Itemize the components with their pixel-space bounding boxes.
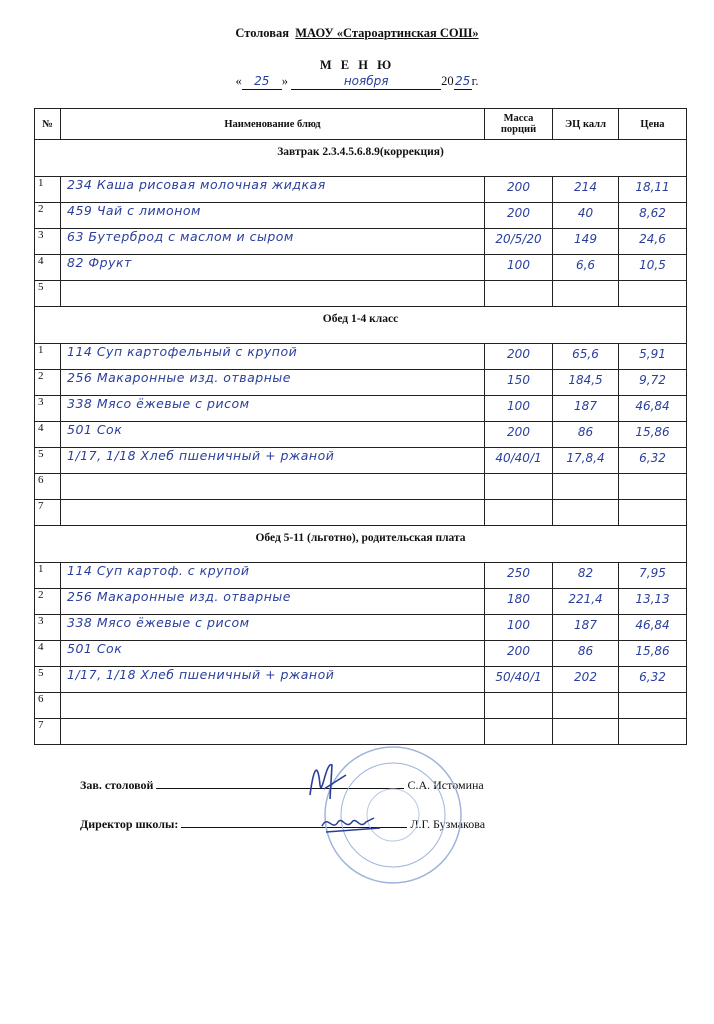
dish-name-text: 501 Сок xyxy=(67,641,123,656)
organization-name: МАОУ «Староартинская СОШ» xyxy=(295,26,479,40)
dish-name xyxy=(61,255,485,281)
head-signature xyxy=(300,755,360,805)
calories xyxy=(553,693,619,719)
date-year-prefix: 20 xyxy=(441,74,454,88)
table-header-row xyxy=(35,109,687,140)
calories-text: 149 xyxy=(574,232,597,246)
price-text: 5,91 xyxy=(639,347,666,361)
row-number xyxy=(35,203,61,229)
row-number-text: 1 xyxy=(38,563,44,575)
row-number xyxy=(35,396,61,422)
dish-name xyxy=(61,203,485,229)
price-text: 24,6 xyxy=(639,232,666,246)
table-row xyxy=(35,203,687,229)
portion-mass xyxy=(485,422,553,448)
calories xyxy=(553,615,619,641)
calories xyxy=(553,177,619,203)
dish-name-text: 501 Сок xyxy=(67,422,123,437)
date-year: 25 xyxy=(455,74,471,88)
portion-mass xyxy=(485,255,553,281)
row-number-text: 5 xyxy=(38,281,44,293)
dish-name-text: 82 Фрукт xyxy=(67,255,132,270)
section-row xyxy=(35,526,687,563)
calories-text: 202 xyxy=(574,670,597,684)
table-row xyxy=(35,344,687,370)
dish-name-text: 234 Каша рисовая молочная жидкая xyxy=(67,177,326,192)
row-number-text: 4 xyxy=(38,422,44,434)
section-title: Обед 5-11 (льготно), родительская плата xyxy=(35,526,687,563)
date-open-quote: « xyxy=(235,74,242,88)
row-number xyxy=(35,667,61,693)
calories xyxy=(553,422,619,448)
price-text: 7,95 xyxy=(639,566,666,580)
portion-mass xyxy=(485,563,553,589)
row-number xyxy=(35,474,61,500)
dish-name xyxy=(61,370,485,396)
calories xyxy=(553,563,619,589)
row-number xyxy=(35,344,61,370)
dish-name-text: 63 Бутерброд с маслом и сыром xyxy=(67,229,294,244)
row-number-text: 1 xyxy=(38,344,44,356)
calories xyxy=(553,448,619,474)
table-row xyxy=(35,615,687,641)
row-number xyxy=(35,563,61,589)
price xyxy=(619,255,687,281)
dish-name-text: 256 Макаронные изд. отварные xyxy=(67,370,291,385)
price xyxy=(619,474,687,500)
dish-name xyxy=(61,281,485,307)
portion-mass-text: 40/40/1 xyxy=(495,451,542,465)
row-number-text: 7 xyxy=(38,500,44,512)
table-row xyxy=(35,589,687,615)
section-title: Обед 1-4 класс xyxy=(35,307,687,344)
dish-name xyxy=(61,448,485,474)
portion-mass-text: 100 xyxy=(507,258,530,272)
row-number xyxy=(35,719,61,745)
dish-name xyxy=(61,500,485,526)
calories-text: 86 xyxy=(577,644,594,658)
dish-name xyxy=(61,344,485,370)
table-row xyxy=(35,255,687,281)
calories xyxy=(553,255,619,281)
price xyxy=(619,422,687,448)
calories xyxy=(553,344,619,370)
row-number xyxy=(35,229,61,255)
price xyxy=(619,177,687,203)
portion-mass xyxy=(485,448,553,474)
calories-text: 40 xyxy=(577,206,594,220)
calories xyxy=(553,203,619,229)
price xyxy=(619,719,687,745)
portion-mass xyxy=(485,396,553,422)
dish-name-text: 1/17, 1/18 Хлеб пшеничный + ржаной xyxy=(67,667,335,682)
row-number xyxy=(35,422,61,448)
price-text: 15,86 xyxy=(635,425,670,439)
price-text: 10,5 xyxy=(639,258,666,272)
calories-text: 184,5 xyxy=(568,373,603,387)
portion-mass xyxy=(485,344,553,370)
portion-mass xyxy=(485,615,553,641)
portion-mass xyxy=(485,281,553,307)
row-number xyxy=(35,370,61,396)
row-number xyxy=(35,177,61,203)
row-number-text: 2 xyxy=(38,203,44,215)
price-text: 46,84 xyxy=(635,399,670,413)
price xyxy=(619,344,687,370)
dish-name xyxy=(61,229,485,255)
calories-text: 187 xyxy=(574,618,597,632)
portion-mass-text: 180 xyxy=(507,592,530,606)
portion-mass-text: 150 xyxy=(507,373,530,387)
price-text: 9,72 xyxy=(639,373,666,387)
row-number xyxy=(35,693,61,719)
price-text: 8,62 xyxy=(639,206,666,220)
price xyxy=(619,281,687,307)
portion-mass-text: 20/5/20 xyxy=(495,232,542,246)
dish-name xyxy=(61,396,485,422)
col-header-num: № xyxy=(35,109,61,140)
calories-text: 221,4 xyxy=(568,592,603,606)
calories xyxy=(553,474,619,500)
table-row xyxy=(35,281,687,307)
calories-text: 82 xyxy=(577,566,594,580)
portion-mass-text: 200 xyxy=(507,644,530,658)
dish-name-text: 338 Мясо ёжевые с рисом xyxy=(67,396,250,411)
calories xyxy=(553,370,619,396)
portion-mass xyxy=(485,370,553,396)
dish-name-text: 114 Суп картофельный с крупой xyxy=(67,344,298,359)
table-row xyxy=(35,563,687,589)
portion-mass xyxy=(485,719,553,745)
price-text: 6,32 xyxy=(639,670,666,684)
portion-mass-text: 50/40/1 xyxy=(495,670,542,684)
price xyxy=(619,448,687,474)
dish-name-text: 459 Чай с лимоном xyxy=(67,203,201,218)
row-number-text: 3 xyxy=(38,396,44,408)
price-text: 13,13 xyxy=(635,592,670,606)
portion-mass-text: 100 xyxy=(507,618,530,632)
price xyxy=(619,396,687,422)
price-text: 18,11 xyxy=(635,180,670,194)
row-number xyxy=(35,641,61,667)
header-prefix: Столовая xyxy=(235,26,289,40)
calories-text: 6,6 xyxy=(575,258,596,272)
row-number-text: 4 xyxy=(38,255,44,267)
col-header-name: Наименование блюд xyxy=(61,109,485,140)
dish-name xyxy=(61,474,485,500)
portion-mass xyxy=(485,203,553,229)
row-number-text: 7 xyxy=(38,719,44,731)
date-line xyxy=(0,74,714,90)
price xyxy=(619,667,687,693)
calories-text: 214 xyxy=(574,180,597,194)
col-header-kcal: ЭЦ калл xyxy=(553,109,619,140)
portion-mass xyxy=(485,500,553,526)
dish-name-text: 338 Мясо ёжевые с рисом xyxy=(67,615,250,630)
calories xyxy=(553,396,619,422)
head-label: Зав. столовой xyxy=(80,778,154,792)
row-number-text: 2 xyxy=(38,589,44,601)
calories xyxy=(553,500,619,526)
dish-name xyxy=(61,422,485,448)
dish-name xyxy=(61,667,485,693)
date-close-quote: » xyxy=(281,74,289,88)
row-number-text: 2 xyxy=(38,370,44,382)
director-signature xyxy=(318,808,388,838)
calories xyxy=(553,229,619,255)
price xyxy=(619,641,687,667)
row-number xyxy=(35,500,61,526)
menu-table xyxy=(34,108,687,745)
portion-mass xyxy=(485,474,553,500)
portion-mass xyxy=(485,229,553,255)
calories-text: 86 xyxy=(577,425,594,439)
dish-name xyxy=(61,177,485,203)
dish-name xyxy=(61,615,485,641)
table-row xyxy=(35,693,687,719)
table-row xyxy=(35,474,687,500)
row-number-text: 6 xyxy=(38,474,44,486)
dish-name xyxy=(61,589,485,615)
calories-text: 17,8,4 xyxy=(566,451,605,465)
row-number-text: 3 xyxy=(38,615,44,627)
dish-name xyxy=(61,693,485,719)
date-month: ноября xyxy=(343,74,389,88)
price xyxy=(619,370,687,396)
table-row xyxy=(35,667,687,693)
table-row xyxy=(35,448,687,474)
dish-name-text: 256 Макаронные изд. отварные xyxy=(67,589,291,604)
director-name: Л.Г. Бузмакова xyxy=(410,817,486,831)
document-header xyxy=(0,26,714,41)
portion-mass-text: 200 xyxy=(507,180,530,194)
price-text: 15,86 xyxy=(635,644,670,658)
calories-text: 65,6 xyxy=(572,347,599,361)
dish-name-text: 1/17, 1/18 Хлеб пшеничный + ржаной xyxy=(67,448,335,463)
price xyxy=(619,563,687,589)
section-title: Завтрак 2.3.4.5.6.8.9(коррекция) xyxy=(35,140,687,177)
calories xyxy=(553,641,619,667)
row-number xyxy=(35,589,61,615)
portion-mass xyxy=(485,693,553,719)
head-name: С.А. Истомина xyxy=(407,778,484,792)
table-row xyxy=(35,370,687,396)
dish-name xyxy=(61,641,485,667)
table-row xyxy=(35,500,687,526)
price-text: 46,84 xyxy=(635,618,670,632)
row-number-text: 5 xyxy=(38,667,44,679)
col-header-mass: Масса порций xyxy=(485,109,553,140)
portion-mass xyxy=(485,177,553,203)
row-number-text: 3 xyxy=(38,229,44,241)
calories xyxy=(553,281,619,307)
price xyxy=(619,500,687,526)
row-number xyxy=(35,255,61,281)
price xyxy=(619,229,687,255)
table-row xyxy=(35,396,687,422)
row-number-text: 4 xyxy=(38,641,44,653)
row-number xyxy=(35,281,61,307)
section-row xyxy=(35,140,687,177)
price xyxy=(619,589,687,615)
calories-text: 187 xyxy=(574,399,597,413)
portion-mass xyxy=(485,667,553,693)
row-number-text: 5 xyxy=(38,448,44,460)
row-number xyxy=(35,448,61,474)
portion-mass-text: 100 xyxy=(507,399,530,413)
calories xyxy=(553,589,619,615)
portion-mass-text: 200 xyxy=(507,347,530,361)
portion-mass-text: 200 xyxy=(507,425,530,439)
row-number-text: 1 xyxy=(38,177,44,189)
price xyxy=(619,203,687,229)
calories xyxy=(553,719,619,745)
director-label: Директор школы: xyxy=(80,817,179,831)
table-row xyxy=(35,641,687,667)
menu-title: М Е Н Ю xyxy=(319,58,395,72)
date-suffix: г. xyxy=(471,74,479,88)
table-row xyxy=(35,229,687,255)
portion-mass-text: 250 xyxy=(507,566,530,580)
table-row xyxy=(35,177,687,203)
portion-mass xyxy=(485,641,553,667)
col-header-price: Цена xyxy=(619,109,687,140)
date-day: 25 xyxy=(254,74,270,88)
portion-mass xyxy=(485,589,553,615)
dish-name xyxy=(61,563,485,589)
price xyxy=(619,615,687,641)
row-number-text: 6 xyxy=(38,693,44,705)
price xyxy=(619,693,687,719)
row-number xyxy=(35,615,61,641)
portion-mass-text: 200 xyxy=(507,206,530,220)
dish-name-text: 114 Суп картоф. с крупой xyxy=(67,563,250,578)
table-row xyxy=(35,422,687,448)
section-row xyxy=(35,307,687,344)
calories xyxy=(553,667,619,693)
price-text: 6,32 xyxy=(639,451,666,465)
table-body xyxy=(35,140,687,745)
